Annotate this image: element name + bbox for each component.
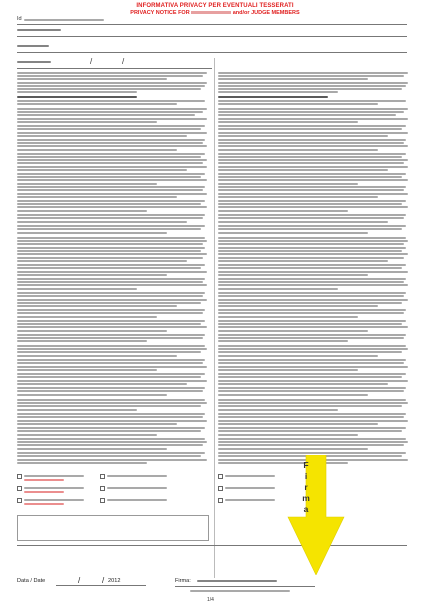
section-heading [17, 96, 137, 98]
name-label [17, 45, 49, 47]
consent-option-label [107, 499, 167, 501]
signature-field-line[interactable] [175, 586, 315, 587]
form-title-english-prefix: PRIVACY NOTICE FOR [130, 10, 190, 16]
birth-date-slash-2: / [122, 57, 125, 66]
consent-option-label [225, 475, 275, 477]
birth-date-field-line[interactable] [17, 68, 212, 69]
down-arrow-icon [286, 455, 346, 575]
surname-field-line[interactable] [17, 36, 407, 37]
consent-checkbox-left-4[interactable] [100, 486, 105, 491]
firma-letter-4: m [302, 493, 310, 503]
date-slash-2: / [102, 576, 105, 585]
signature-caption [190, 590, 290, 592]
consent-checkbox-right-3[interactable] [218, 498, 223, 503]
additional-info-box[interactable] [17, 515, 209, 541]
form-title-english [60, 10, 370, 16]
consent-option-label [225, 487, 275, 489]
form-title-english-suffix: and/or JUDGE MEMBERS [232, 10, 300, 16]
section-heading [218, 96, 328, 98]
red-note [24, 479, 64, 481]
firma-letter-2: i [304, 471, 308, 481]
consent-checkbox-left-1[interactable] [17, 474, 22, 479]
consent-option-label [24, 499, 84, 501]
id-field-line[interactable] [17, 24, 407, 25]
lower-separator [17, 545, 407, 546]
name-field-line[interactable] [17, 52, 407, 53]
firma-letter-3: r [304, 482, 308, 492]
firma-letter-1: F [303, 460, 309, 470]
red-note [24, 503, 64, 505]
red-note [24, 491, 64, 493]
consent-checkbox-right-1[interactable] [218, 474, 223, 479]
surname-label [17, 29, 61, 31]
signature-label-rest [197, 580, 277, 582]
consent-checkbox-left-6[interactable] [100, 498, 105, 503]
date-field-line[interactable] [56, 585, 146, 586]
date-slash-1: / [78, 576, 81, 585]
form-title-italian: INFORMATIVA PRIVACY PER EVENTUALI TESSERATI [136, 3, 294, 9]
id-label-rest [24, 19, 104, 21]
firma-letter-5: a [303, 504, 309, 514]
consent-option-label [24, 487, 84, 489]
signature-label: Firma: [175, 578, 191, 584]
consent-option-label [107, 487, 167, 489]
date-year: 2012 [108, 578, 121, 584]
consent-checkbox-left-5[interactable] [17, 498, 22, 503]
id-label: Id [17, 16, 22, 22]
left-column-italian-text [17, 72, 210, 582]
form-title-english-redacted [191, 11, 231, 14]
date-label: Data / Date [17, 578, 46, 584]
consent-option-label [225, 499, 275, 501]
page-number: 1/4 [207, 597, 214, 603]
consent-checkbox-left-2[interactable] [100, 474, 105, 479]
consent-checkbox-right-2[interactable] [218, 486, 223, 491]
column-divider [214, 58, 215, 578]
consent-option-label [24, 475, 84, 477]
consent-option-label [107, 475, 167, 477]
consent-checkbox-left-3[interactable] [17, 486, 22, 491]
birth-date-slash-1: / [90, 57, 93, 66]
birth-date-label [17, 61, 51, 63]
